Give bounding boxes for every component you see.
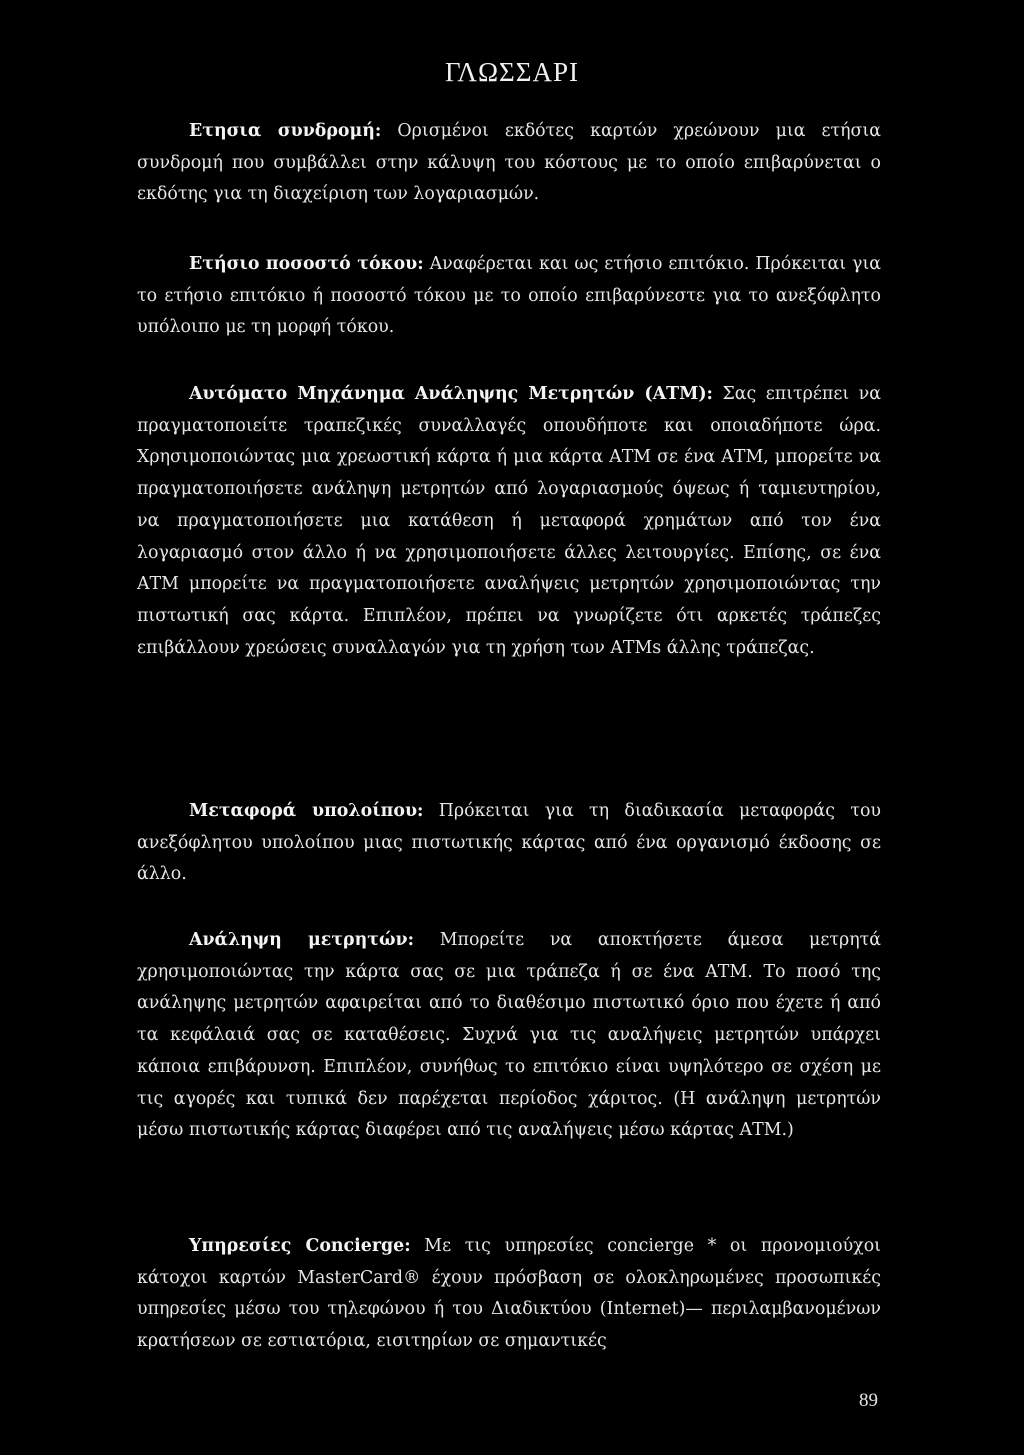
page-title: ΓΛΩΣΣΑΡΙ	[444, 57, 579, 87]
glossary-definition: Αναφέρεται και ως ετήσιο επιτόκιο. Πρόκειται για το ετήσιο επιτόκιο ή ποσοστό τόκου με το οποίο επιβαρύνεστε για το ανεξόφλητο υπόλοιπο με τη μορφή τόκου.	[137, 254, 882, 338]
glossary-entry-cash-advance	[137, 925, 881, 1147]
glossary-term: Ανάληψη μετρητών:	[189, 930, 414, 950]
glossary-definition: Πρόκειται για τη διαδικασία μεταφοράς του ανεξόφλητου υπολοίπου μιας πιστωτικής κάρτας από ένα οργανισμό έκδοσης σε άλλο.	[137, 801, 881, 885]
glossary-entry-atm	[137, 379, 881, 664]
glossary-definition: Σας επιτρέπει να πραγματοποιείτε τραπεζικές συναλλαγές οπουδήποτε και οποιαδήποτε ώρα. Χρησιμοποιώντας μια χρεωστική κάρτα ή μια κάρτα ΑΤΜ σε ένα ΑΤΜ, μπορείτε να πραγματοποιήσετε ανάληψη μετρητών από λογαριασμούς όψεως ή ταμιευτηρίου, να πραγματοποιήσετε μια κατάθεση ή μεταφορά χρημάτων από τον ένα λογαριασμό στον άλλο ή να χρησιμοποιήσετε άλλες λειτουργίες. Επίσης, σε ένα ΑΤΜ μπορείτε να πραγματοποιήσετε αναλήψεις μετρητών χρησιμοποιώντας την πιστωτική σας κάρτα. Επιπλέον, πρέπει να γνωρίζετε ότι αρκετές τράπεζες επιβάλλουν χρεώσεις συναλλαγών για τη χρήση των ΑΤΜs άλλης τράπεζας.	[137, 384, 881, 658]
glossary-definition: Ορισμένοι εκδότες καρτών χρεώνουν μια ετήσια συνδρομή που συμβάλλει στην κάλυψη του κόστους με το οποίο επιβαρύνεται ο εκδότης για τη διαχείριση των λογαριασμών.	[137, 121, 881, 205]
glossary-entry-annual-interest-rate	[137, 249, 881, 344]
glossary-term: Ετήσιο ποσοστό τόκου:	[189, 254, 424, 274]
page-number: 89	[859, 1390, 878, 1411]
glossary-term: Υπηρεσίες Concierge:	[189, 1236, 411, 1256]
glossary-entry-annual-fee	[137, 116, 881, 211]
glossary-definition: Μπορείτε να αποκτήσετε άμεσα μετρητά χρησιμοποιώντας την κάρτα σας σε μια τράπεζα ή σε ένα ΑΤΜ. Το ποσό της ανάληψης μετρητών αφαιρείται από το διαθέσιμο πιστωτικό όριο που έχετε ή από τα κεφάλαιά σας σε καταθέσεις. Συχνά για τις αναλήψεις μετρητών υπάρχει κάποια επιβάρυνση. Επιπλέον, συνήθως το επιτόκιο είναι υψηλότερο σε σχέση με τις αγορές και τυπικά δεν παρέχεται περίοδος χάριτος. (Η ανάληψη μετρητών μέσω πιστωτικής κάρτας διαφέρει από τις αναλήψεις μέσω κάρτας ΑΤΜ.)	[137, 930, 881, 1141]
glossary-term: Αυτόματο Μηχάνημα Ανάληψης Μετρητών (ΑΤΜ):	[189, 384, 713, 404]
glossary-entry-balance-transfer	[137, 796, 881, 891]
glossary-definition: Με τις υπηρεσίες concierge * οι προνομιούχοι κάτοχοι καρτών MasterCard® έχουν πρόσβαση σε ολοκληρωμένες προσωπικές υπηρεσίες μέσω του τηλεφώνου ή του Διαδικτύου (Internet)— περιλαμβανομένων κρατήσεων σε εστιατόρια, εισιτηρίων σε σημαντικές	[137, 1236, 882, 1352]
glossary-term: Ετησια συνδρομή:	[189, 121, 382, 141]
glossary-term: Μεταφορά υπολοίπου:	[189, 801, 424, 821]
glossary-entry-concierge-services	[137, 1231, 881, 1358]
